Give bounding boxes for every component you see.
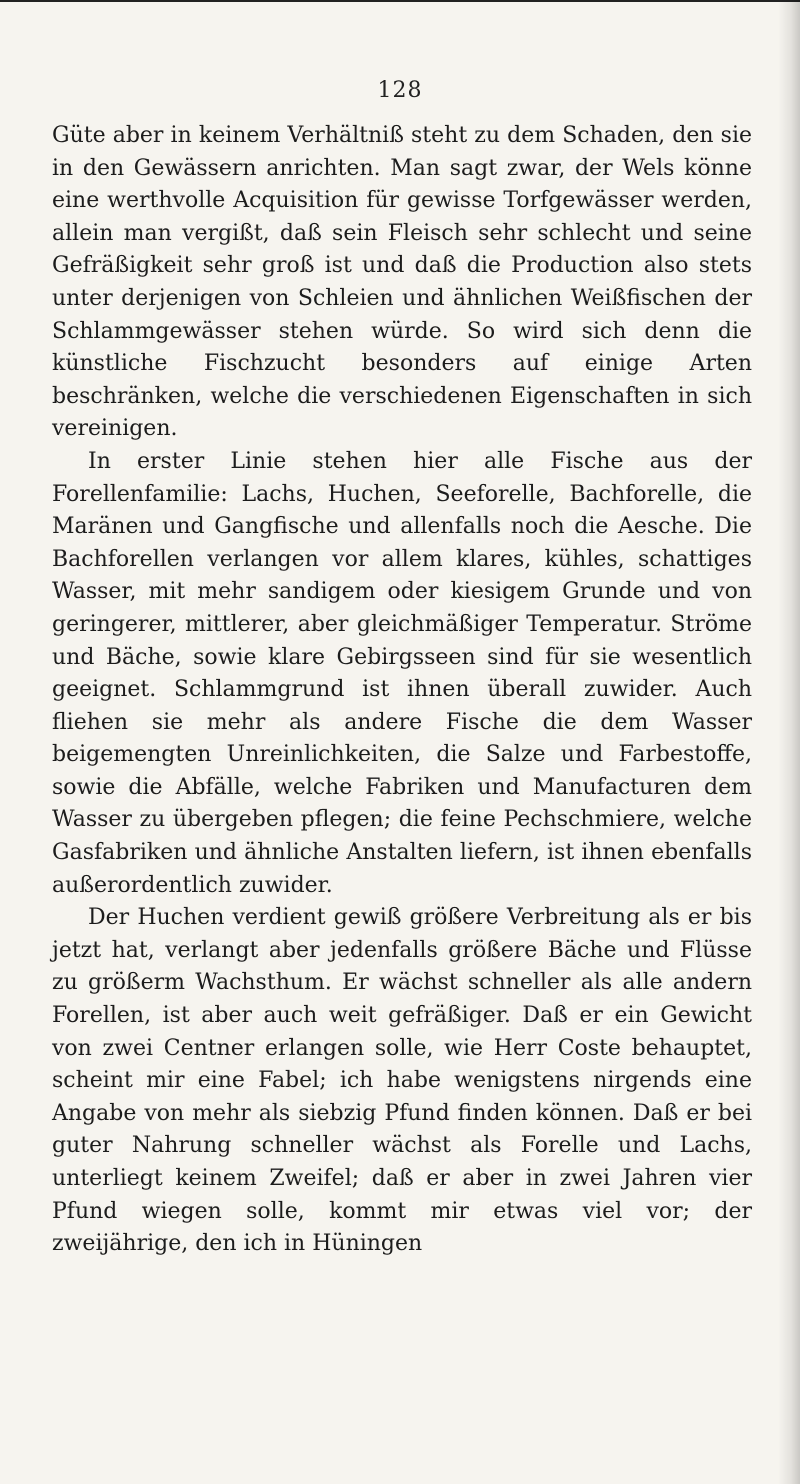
paragraph-forellen: In erster Linie stehen hier alle Fische aus der Forellenfamilie: Lachs, Huchen, Seeforelle, Bachforelle, die Maränen und Gangfische und allenfalls noch die Aesche. Die Bachforellen verlangen vor allem klares, kühles, schattiges Wasser, mit mehr sandigem oder kiesigem Grunde und von geringerer, mittlerer, aber gleichmäßiger Temperatur. Ströme und Bäche, sowie klare Gebirgsseen sind für sie wesentlich geeignet. Schlammgrund ist ihnen überall zuwider. Auch fliehen sie mehr als andere Fische die dem Wasser beigemengten Unreinlichkeiten, die Salze und Farbestoffe, sowie die Abfälle, welche Fabriken und Manufacturen dem Wasser zu übergeben pflegen; die feine Pechschmiere, welche Gasfabriken und ähnliche Anstalten liefern, ist ihnen ebenfalls außerordentlich zuwider. (52, 448, 752, 898)
paragraph-huchen: Der Huchen verdient gewiß größere Verbreitung als er bis jetzt hat, verlangt aber jedenfalls größere Bäche und Flüsse zu größerm Wachsthum. Er wächst schneller als alle andern Forellen, ist aber auch weit gefräßiger. Daß er ein Gewicht von zwei Centner erlangen solle, wie Herr Coste behauptet, scheint mir eine Fabel; ich habe wenigstens nirgends eine Angabe von mehr als siebzig Pfund finden können. Daß er bei guter Nahrung schneller wächst als Forelle und Lachs, unterliegt keinem Zweifel; daß er aber in zwei Jahren vier Pfund wiegen solle, kommt mir etwas viel vor; der zweijährige, den ich in Hüningen (52, 905, 752, 1257)
body-text (52, 120, 752, 1261)
page-edge-shadow (778, 0, 800, 1484)
top-border-line (0, 0, 800, 6)
page-number: 128 (377, 78, 423, 103)
paragraph-continuation: Güte aber in keinem Verhältniß steht zu dem Schaden, den sie in den Gewässern anrichten. Man sagt zwar, der Wels könne eine werthvolle Acquisition für gewisse Torfgewässer werden, allein man vergißt, daß sein Fleisch sehr schlecht und seine Gefräßigkeit sehr groß ist und daß die Production also stets unter derjenigen von Schleien und ähnlichen Weißfischen der Schlammgewässer stehen würde. So wird sich denn die künstliche Fischzucht besonders auf einige Arten beschränken, welche die verschiedenen Eigenschaften in sich vereinigen. (52, 123, 752, 442)
